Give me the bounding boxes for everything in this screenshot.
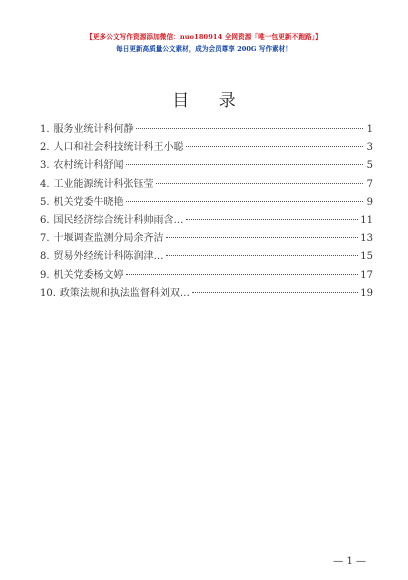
toc-entry-page: 13	[360, 233, 373, 245]
toc-entry-label: 人口和社会科技统计科王小聪	[53, 142, 184, 154]
toc-entry[interactable]	[40, 211, 373, 229]
toc-entry-label: 十堰调查监测分局余齐洁	[53, 233, 164, 245]
toc-title: 目 录	[172, 91, 248, 111]
toc-entry-number: 2.	[40, 142, 50, 154]
toc-entry[interactable]	[40, 193, 373, 211]
toc-entry[interactable]	[40, 266, 373, 284]
promo-banner-line1: 【更多公文写作资源添加微信：nuo180914 全网资源「唯一包更新不跑路」】	[86, 33, 322, 41]
toc-entry-label: 工业能源统计科张钰莹	[53, 178, 154, 190]
toc-entry-label: 政策法规和执法监督科刘双…	[59, 287, 190, 299]
toc-entry-page: 15	[360, 251, 373, 263]
toc-entry-page: 17	[360, 269, 373, 281]
toc-entry[interactable]	[40, 247, 373, 265]
toc-entry-number: 8.	[40, 251, 50, 263]
dot-leader	[126, 164, 363, 165]
toc-entry-label: 机关党委杨文婷	[53, 269, 124, 281]
toc-entry-label: 贸易外经统计科陈润津…	[53, 251, 164, 263]
toc-entry-page: 7	[366, 178, 373, 190]
toc-entry-page: 3	[366, 142, 373, 154]
dot-leader	[126, 274, 359, 275]
dot-leader	[166, 237, 359, 238]
toc-entry-number: 9.	[40, 269, 50, 281]
toc-entry-page: 19	[360, 287, 373, 299]
toc-entry[interactable]	[40, 120, 373, 138]
toc-entry-number: 10.	[40, 287, 56, 299]
dot-leader	[156, 183, 363, 184]
dot-leader	[166, 255, 359, 256]
table-of-contents	[40, 120, 373, 302]
toc-entry-page: 9	[366, 196, 373, 208]
toc-entry-page: 1	[366, 124, 373, 135]
toc-entry-page: 5	[366, 160, 373, 172]
toc-entry[interactable]	[40, 229, 373, 247]
toc-entry-number: 3.	[40, 160, 50, 172]
page-number: — 1 —	[333, 556, 366, 567]
dot-leader	[186, 219, 359, 220]
toc-entry-number: 7.	[40, 233, 50, 245]
toc-entry-number: 4.	[40, 178, 50, 190]
toc-entry-label: 机关党委牛晓艳	[53, 196, 124, 208]
toc-entry-label: 国民经济综合统计科帅雨含…	[53, 214, 184, 226]
dot-leader	[186, 146, 363, 147]
toc-entry-number: 5.	[40, 196, 50, 208]
toc-entry-label: 农村统计科舒闻	[53, 160, 124, 172]
toc-entry[interactable]	[40, 138, 373, 156]
promo-banner-line2: 每日更新高质量公文素材，成为会员尊享 200G 写作素材！	[116, 45, 292, 53]
toc-entry-number: 6.	[40, 214, 50, 226]
toc-entry-label: 服务业统计科何静	[53, 124, 134, 135]
dot-leader	[192, 292, 358, 293]
toc-entry[interactable]	[40, 284, 373, 302]
toc-entry[interactable]	[40, 156, 373, 174]
dot-leader	[126, 201, 363, 202]
toc-entry[interactable]	[40, 175, 373, 193]
dot-leader	[136, 128, 363, 129]
toc-entry-number: 1.	[40, 124, 50, 135]
toc-entry-page: 11	[360, 214, 373, 226]
